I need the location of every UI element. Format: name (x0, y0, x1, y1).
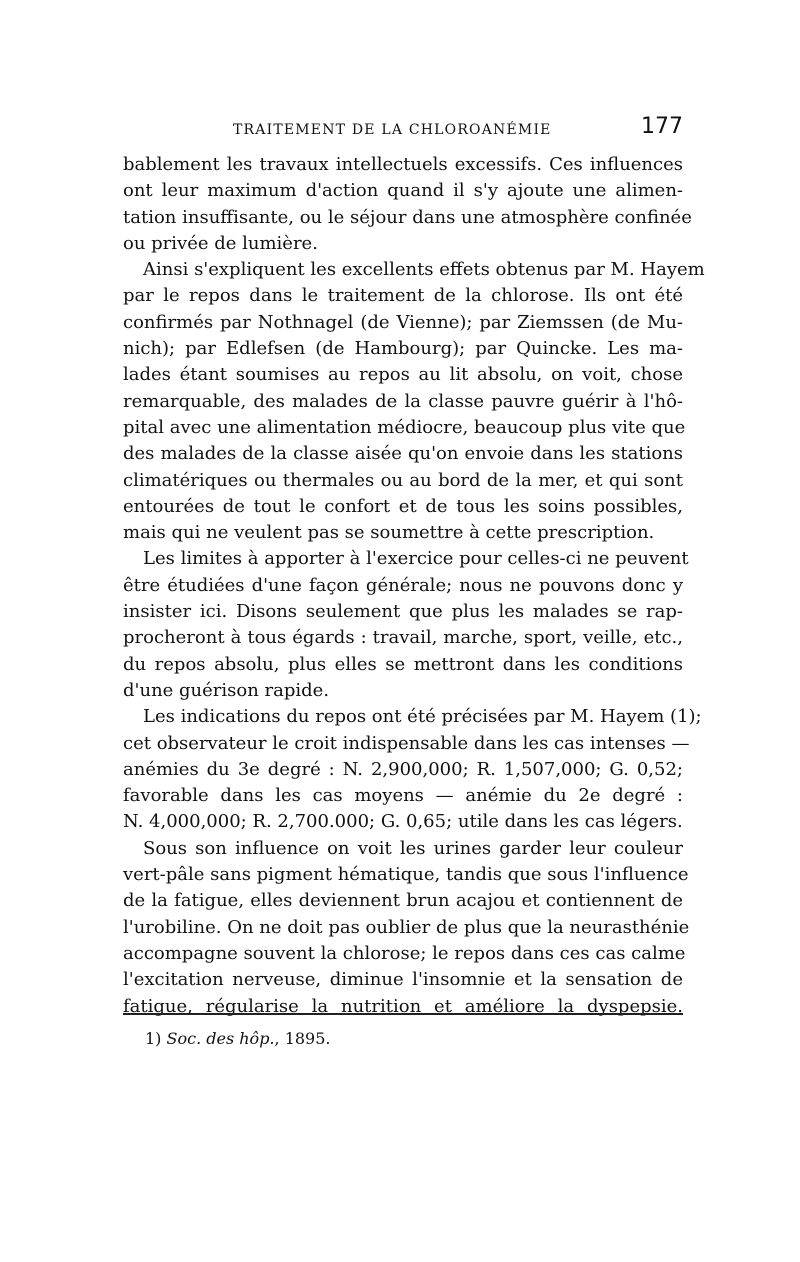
text-line: l'excitation nerveuse, diminue l'insomnie et la sensation de (123, 969, 683, 991)
text-line: nich); par Edlefsen (de Hambourg); par Quincke. Les ma- (123, 338, 683, 360)
text-line: Sous son influence on voit les urines garder leur couleur (143, 837, 683, 859)
footnote-marker: 1) (145, 1029, 162, 1048)
body-text (123, 152, 705, 1020)
text-line: entourées de tout le confort et de tous les soins possibles, (123, 495, 683, 517)
text-line: Ainsi s'expliquent les excellents effets obtenus par M. Hayem (143, 259, 705, 281)
text-line: climatériques ou thermales ou au bord de la mer, et qui sont (123, 469, 683, 491)
text-line: anémies du 3e degré : N. 2,900,000; R. 1,507,000; G. 0,52; (123, 758, 683, 780)
text-line: ont leur maximum d'action quand il s'y ajoute une alimen- (123, 180, 683, 202)
text-line: accompagne souvent la chlorose; le repos dans ces cas calme (123, 942, 686, 964)
text-line: Les limites à apporter à l'exercice pour celles-ci ne peuvent (143, 548, 689, 570)
text-line: favorable dans les cas moyens — anémie du 2e degré : (123, 785, 683, 807)
text-line: du repos absolu, plus elles se mettront dans les conditions (123, 653, 683, 675)
page-number: 177 (641, 114, 683, 139)
text-line: d'une guérison rapide. (123, 679, 330, 701)
text-line: tation insuffisante, ou le séjour dans une atmosphère confinée (123, 206, 692, 228)
text-line: procheront à tous égards : travail, marche, sport, veille, etc., (123, 627, 683, 649)
text-line: des malades de la classe aisée qu'on envoie dans les stations (123, 443, 683, 465)
text-line: lades étant soumises au repos au lit absolu, on voit, chose (123, 364, 683, 386)
text-line: pital avec une alimentation médiocre, beaucoup plus vite que (123, 416, 686, 438)
footnote-source: Soc. des hôp. (166, 1029, 275, 1048)
text-line: mais qui ne veulent pas se soumettre à cette prescription. (123, 522, 655, 544)
text-line: par le repos dans le traitement de la chlorose. Ils ont été (123, 285, 683, 307)
text-line: Les indications du repos ont été précisées par M. Hayem (1); (143, 706, 702, 728)
text-line: de la fatigue, elles deviennent brun acajou et contiennent de (123, 890, 683, 912)
text-line: remarquable, des malades de la classe pauvre guérir à l'hô- (123, 390, 683, 412)
footnote-year: , 1895. (274, 1029, 331, 1048)
text-line: vert-pâle sans pigment hématique, tandis que sous l'influence (123, 864, 689, 886)
text-line: ou privée de lumière. (123, 232, 318, 254)
text-line: N. 4,000,000; R. 2,700.000; G. 0,65; utile dans les cas légers. (123, 811, 683, 833)
page-header (123, 114, 683, 144)
text-line: insister ici. Disons seulement que plus les malades se rap- (123, 601, 683, 623)
text-line: être étudiées d'une façon générale; nous ne pouvons donc y (123, 574, 683, 596)
text-line: cet observateur le croit indispensable dans les cas intenses — (123, 732, 690, 754)
text-line: bablement les travaux intellectuels excessifs. Ces influences (123, 154, 683, 175)
footnote-divider (123, 1013, 683, 1015)
text-line: l'urobiline. On ne doit pas oublier de plus que la neurasthénie (123, 916, 690, 938)
text-line: confirmés par Nothnagel (de Vienne); par Ziemssen (de Mu- (123, 311, 683, 333)
running-title: TRAITEMENT DE LA CHLOROANÉMIE (233, 122, 552, 138)
text-line: fatigue, régularise la nutrition et améliore la dyspepsie. (123, 995, 683, 1017)
footnote (145, 1029, 331, 1048)
